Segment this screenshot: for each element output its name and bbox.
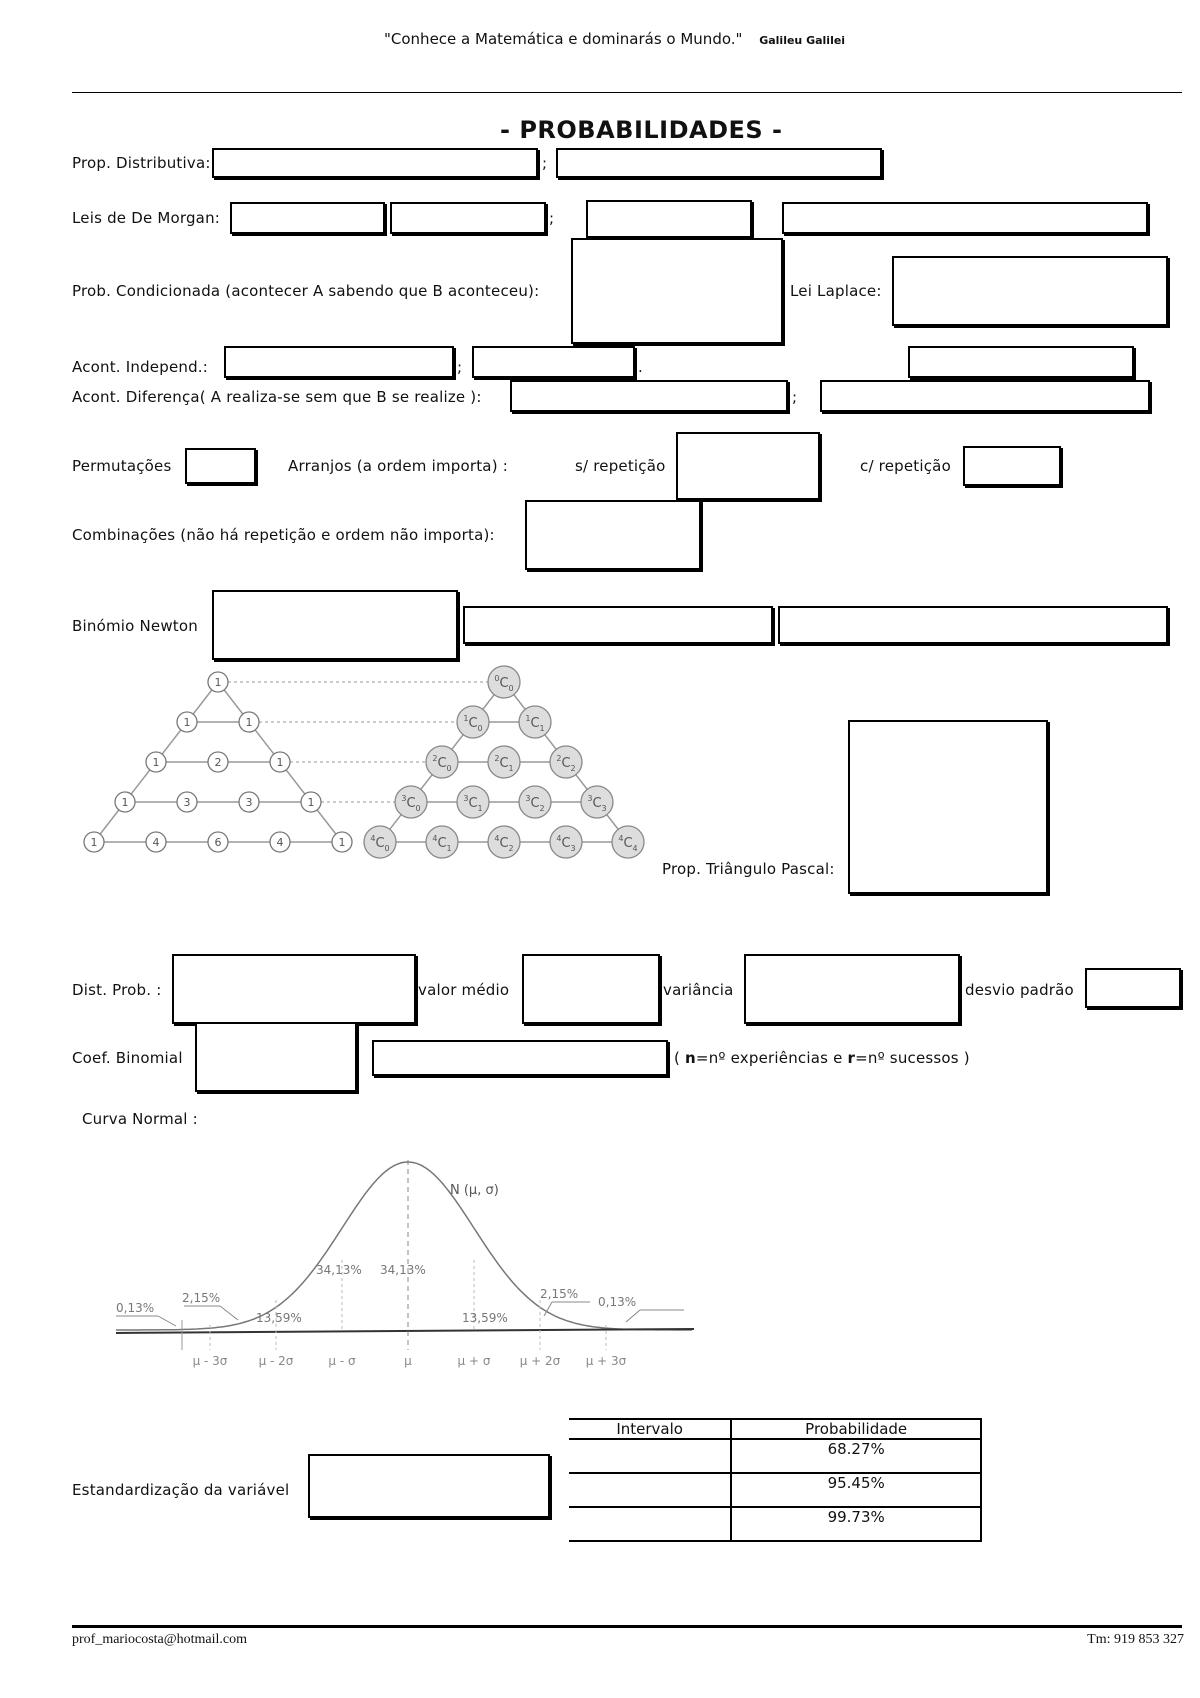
estandardizacao-label: Estandardização da variável (72, 1481, 290, 1499)
c-repeticao-box[interactable] (963, 446, 1061, 486)
separator: ; (792, 388, 798, 406)
probabilidade-cell: 99.73% (731, 1507, 981, 1541)
prop-distributiva-box-1[interactable] (212, 148, 538, 178)
footer-phone: Tm: 919 853 327 (1087, 1632, 1184, 1647)
acont-diferenca-box-2[interactable] (820, 380, 1150, 412)
pascal-combination: $^4C_4$ (618, 834, 638, 853)
dist-prob-label: Dist. Prob. : (72, 981, 162, 999)
pascal-combination: $^2C_0$ (432, 754, 452, 773)
percentage-label: 2,15% (540, 1287, 579, 1301)
axis-tick-label: μ - σ (328, 1354, 356, 1368)
pascal-combination: $^4C_3$ (556, 834, 576, 853)
footer-email: prof_mariocosta@hotmail.com (72, 1632, 248, 1647)
pascal-combination: $^4C_0$ (370, 834, 390, 853)
binomio-newton-box-2[interactable] (463, 606, 773, 644)
pascal-combination: $^3C_3$ (587, 794, 607, 813)
prob-condicionada-box[interactable] (571, 238, 783, 344)
variancia-box[interactable] (744, 954, 960, 1024)
s-repeticao-box[interactable] (676, 432, 820, 500)
probabilidade-cell: 68.27% (731, 1439, 981, 1473)
note-n: n (685, 1049, 696, 1067)
interval-table (569, 1418, 982, 1542)
pascal-number: 1 (152, 756, 160, 769)
lei-laplace-box[interactable] (892, 256, 1168, 326)
pascal-number: 1 (276, 756, 284, 769)
leis-de-morgan-label: Leis de De Morgan: (72, 209, 221, 227)
header-probabilidade: Probabilidade (731, 1419, 981, 1439)
axis-tick-label: μ + σ (457, 1354, 491, 1368)
binomio-newton-box-3[interactable] (778, 606, 1168, 644)
table-row (569, 1507, 981, 1541)
header-rule (72, 92, 1182, 93)
footer-rule (72, 1625, 1182, 1628)
acont-diferenca-label: Acont. Diferença( A realiza-se sem que B se realize ): (72, 388, 482, 406)
quote-author: Galileu Galilei (759, 34, 846, 47)
axis-tick-label: μ - 3σ (192, 1354, 228, 1368)
estandardizacao-box[interactable] (308, 1454, 550, 1518)
header-intervalo: Intervalo (569, 1419, 731, 1439)
note-part: =nº sucessos ) (855, 1049, 970, 1067)
pascal-number: 4 (152, 836, 160, 849)
normal-curve-diagram (110, 1150, 710, 1390)
pascal-number: 1 (245, 716, 253, 729)
combinacoes-box[interactable] (525, 500, 701, 570)
separator: ; (549, 209, 555, 227)
header-quote (384, 30, 845, 48)
prop-distributiva-box-2[interactable] (556, 148, 882, 178)
prop-triangulo-pascal-label: Prop. Triângulo Pascal: (662, 860, 835, 878)
coef-binomial-box-2[interactable] (372, 1040, 668, 1076)
lei-laplace-label: Lei Laplace: (790, 282, 882, 300)
pascal-number: 1 (214, 676, 222, 689)
percentage-label: 13,59% (462, 1311, 508, 1325)
intervalo-cell[interactable] (569, 1507, 731, 1541)
arranjos-label: Arranjos (a ordem importa) : (288, 457, 508, 475)
separator: ; (542, 154, 548, 172)
note-r: r (847, 1049, 856, 1067)
valor-medio-label: valor médio (418, 981, 510, 999)
de-morgan-box-4[interactable] (782, 202, 1148, 234)
pascal-combination: $^2C_2$ (556, 754, 576, 773)
percentage-label: 34,13% (316, 1263, 362, 1277)
table-row (569, 1439, 981, 1473)
valor-medio-box[interactable] (522, 954, 660, 1024)
pascal-combination: $^0C_0$ (494, 674, 514, 693)
pascal-number: 1 (338, 836, 346, 849)
s-repeticao-label: s/ repetição (575, 457, 666, 475)
intervalo-cell[interactable] (569, 1439, 731, 1473)
table-header-row (569, 1419, 981, 1439)
pascal-number: 3 (245, 796, 253, 809)
axis-tick-label: μ + 2σ (519, 1354, 561, 1368)
prob-condicionada-label: Prob. Condicionada (acontecer A sabendo que B aconteceu): (72, 282, 540, 300)
acont-independ-label: Acont. Independ.: (72, 358, 209, 376)
probabilidade-cell: 95.45% (731, 1473, 981, 1507)
pascal-combination: $^3C_0$ (401, 794, 421, 813)
binomio-newton-label: Binómio Newton (72, 617, 198, 635)
pascal-combination: $^3C_1$ (463, 794, 483, 813)
permutacoes-box[interactable] (185, 448, 256, 484)
de-morgan-box-3[interactable] (586, 200, 752, 238)
percentage-label: 0,13% (116, 1301, 155, 1315)
pascal-combination: $^4C_2$ (494, 834, 514, 853)
pascal-number: 1 (183, 716, 191, 729)
percentage-label: 34,13% (380, 1263, 426, 1277)
normal-label: N (μ, σ) (450, 1183, 499, 1198)
page-title: - PROBABILIDADES - (500, 116, 783, 144)
combinacoes-label: Combinações (não há repetição e ordem não importa): (72, 526, 495, 544)
coef-binomial-box-1[interactable] (195, 1022, 357, 1092)
quote-text: "Conhece a Matemática e dominarás o Mundo." (384, 30, 743, 48)
axis-tick-label: μ (404, 1354, 412, 1368)
desvio-padrao-label: desvio padrão (965, 981, 1074, 999)
pascal-combination: $^1C_0$ (463, 714, 483, 733)
separator: ; (457, 358, 463, 376)
variancia-label: variância (663, 981, 734, 999)
percentage-label: 2,15% (182, 1291, 221, 1305)
pascal-combination: $^2C_1$ (494, 754, 514, 773)
binomio-newton-box-1[interactable] (212, 590, 458, 660)
note-part: =nº experiências e (695, 1049, 848, 1067)
separator-period: . (638, 358, 643, 376)
acont-independ-box-2[interactable] (472, 346, 635, 378)
coef-binomial-label: Coef. Binomial (72, 1049, 183, 1067)
c-repeticao-label: c/ repetição (860, 457, 951, 475)
percentage-label: 13,59% (256, 1311, 302, 1325)
de-morgan-box-2[interactable] (390, 202, 546, 234)
acont-independ-box-1[interactable] (224, 346, 454, 378)
acont-diferenca-box-1[interactable] (510, 380, 788, 412)
pascal-triangles (70, 660, 670, 870)
pascal-number: 4 (276, 836, 284, 849)
intervalo-cell[interactable] (569, 1473, 731, 1507)
coef-binomial-note (674, 1049, 970, 1067)
axis-tick-label: μ - 2σ (258, 1354, 294, 1368)
curva-normal-label: Curva Normal : (82, 1110, 198, 1128)
pascal-combination: $^3C_2$ (525, 794, 545, 813)
note-part: ( (674, 1049, 686, 1067)
pascal-number: 2 (214, 756, 222, 769)
pascal-combination: $^4C_1$ (432, 834, 452, 853)
prop-triangulo-pascal-box[interactable] (848, 720, 1048, 894)
axis-tick-label: μ + 3σ (585, 1354, 627, 1368)
table-row (569, 1473, 981, 1507)
pascal-combination: $^1C_1$ (525, 714, 545, 733)
prop-distributiva-label: Prop. Distributiva: (72, 154, 211, 172)
pascal-number: 1 (90, 836, 98, 849)
desvio-padrao-box[interactable] (1085, 968, 1181, 1008)
pascal-number: 1 (121, 796, 129, 809)
dist-prob-box[interactable] (172, 954, 416, 1024)
percentage-label: 0,13% (598, 1295, 637, 1309)
permutacoes-label: Permutações (72, 457, 172, 475)
pascal-number: 3 (183, 796, 191, 809)
pascal-number: 1 (307, 796, 315, 809)
pascal-number: 6 (214, 836, 222, 849)
acont-independ-box-3[interactable] (908, 346, 1134, 378)
de-morgan-box-1[interactable] (230, 202, 385, 234)
